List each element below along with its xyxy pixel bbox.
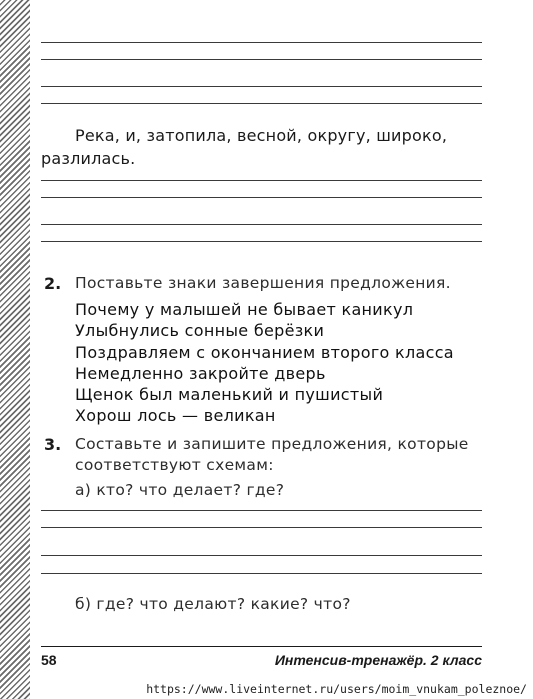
- exercise-3-instruction-line1: Составьте и запишите предложения, которые: [75, 435, 469, 453]
- writing-line: [41, 42, 482, 43]
- scrambled-sentence-line1: Река, и, затопила, весной, округу, широко,: [75, 126, 448, 145]
- sentence-item: Поздравляем с окончанием второго класса: [75, 343, 454, 362]
- exercise-3-number: 3.: [44, 435, 62, 454]
- writing-line: [41, 197, 482, 198]
- writing-line: [41, 527, 482, 528]
- writing-line: [41, 224, 482, 225]
- decorative-hatched-margin: [0, 0, 30, 699]
- footer-divider: [41, 646, 482, 647]
- exercise-2-number: 2.: [44, 274, 62, 293]
- scheme-b: б) где? что делают? какие? что?: [75, 595, 351, 613]
- writing-line: [41, 180, 482, 181]
- writing-line: [41, 555, 482, 556]
- writing-line: [41, 86, 482, 87]
- page-number: 58: [41, 652, 57, 668]
- sentence-item: Улыбнулись сонные берёзки: [75, 321, 325, 340]
- scheme-a: а) кто? что делает? где?: [75, 481, 285, 499]
- writing-line: [41, 241, 482, 242]
- book-title: Интенсив-тренажёр. 2 класс: [274, 652, 482, 668]
- exercise-2-instruction: Поставьте знаки завершения предложения.: [75, 274, 451, 292]
- exercise-3-instruction-line2: соответствуют схемам:: [75, 456, 274, 474]
- writing-line: [41, 510, 482, 511]
- writing-line: [41, 103, 482, 104]
- sentence-item: Немедленно закройте дверь: [75, 364, 326, 383]
- writing-line: [41, 59, 482, 60]
- sentence-item: Хорош лось — великан: [75, 406, 276, 425]
- source-url: https://www.liveinternet.ru/users/moim_vnukam_poleznoe/: [146, 682, 527, 696]
- writing-line: [41, 573, 482, 574]
- scrambled-sentence-line2: разлилась.: [41, 149, 136, 168]
- sentence-item: Почему у малышей не бывает каникул: [75, 300, 414, 319]
- sentence-item: Щенок был маленький и пушистый: [75, 385, 384, 404]
